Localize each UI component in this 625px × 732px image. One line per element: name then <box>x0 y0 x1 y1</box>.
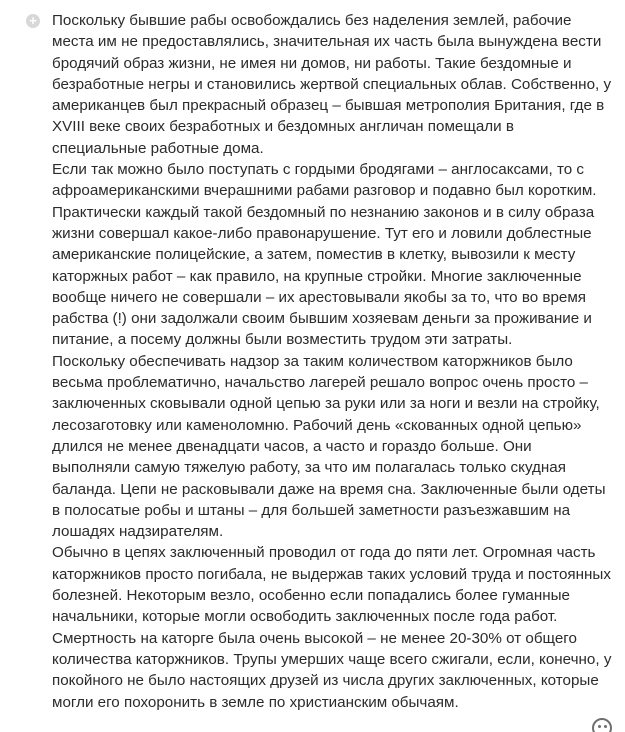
paragraph-2: Если так можно было поступать с гордыми бродягами – англосаксами, то с афроамериканскими вчерашними рабами разговор и подавно был коротким. Практически каждый такой бездомный по незнанию законов и в силу образа жизни совершал какое-либо правонарушение. Тут его и ловили доблестные американские полицейские, а затем, поместив в клетку, вывозили к месту каторжных работ – как правило, на крупные стройки. Многие заключенные вообще ничего не совершали – их арестовывали якобы за то, что во время рабства (!) они задолжали своим бывшим хозяевам деньги за проживание и питание, а посему должны были возместить трудом эти затраты. <box>52 161 597 349</box>
smiley-right-eye <box>604 725 607 728</box>
smiley-icon[interactable] <box>592 718 612 732</box>
article-text <box>52 10 612 713</box>
paragraph-4: Обычно в цепях заключенный проводил от года до пяти лет. Огромная часть каторжников просто погибала, не выдержав таких условий труда и постоянных болезней. Некоторым везло, особенно если попадались более гуманные начальники, которые могли освободить заключенных после года работ. Смертность на каторге была очень высокой – не менее 20-30% от общего количества каторжников. Трупы умерших чаще всего сжигали, если, конечно, у покойного не было настоящих друзей из числа других заключенных, которые могли его похоронить в земле по христианским обычаям. <box>52 544 612 711</box>
smiley-left-eye <box>598 725 601 728</box>
paragraph-1: Поскольку бывшие рабы освобождались без наделения землей, рабочие места им не предоставлялись, значительная их часть была вынуждена вести бродячий образ жизни, не имея ни домов, ни работы. Такие бездомные и безработные негры и становились жертвой специальных облав. Собственно, у американцев был прекрасный образец – бывшая метрополия Британия, где в XVIII веке своих безработных и бездомных англичан помещали в специальные работные дома. <box>52 12 612 157</box>
add-block-icon[interactable]: + <box>26 14 40 28</box>
paragraph-3: Поскольку обеспечивать надзор за таким количеством каторжников было весьма проблематично, начальство лагерей решало вопрос очень просто – заключенных сковывали одной цепью за руки или за ноги и везли на стройку, лесозаготовку или каменоломню. Рабочий день «скованных одной цепью» длился не менее двенадцати часов, а часто и гораздо больше. Они выполняли самую тяжелую работу, за что им полагалась только скудная баланда. Цепи не расковывали даже на время сна. Заключенные были одеты в полосатые робы и штаны – для большей заметности разъезжавшим на лошадях надзирателям. <box>52 352 606 541</box>
